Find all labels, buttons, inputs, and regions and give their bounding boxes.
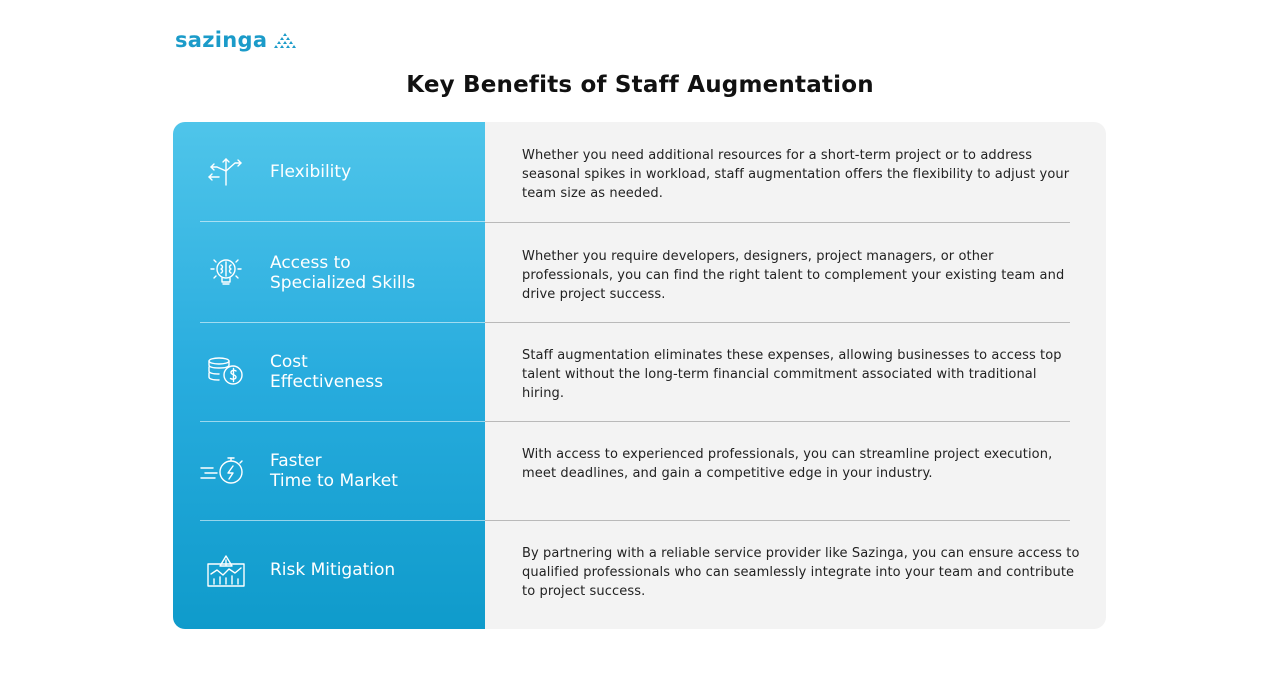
benefit-row-faster-time-to-market [173,421,1106,520]
risk-chart-icon [205,554,247,586]
benefit-title: Risk Mitigation [270,559,396,580]
coins-icon [205,355,247,387]
benefit-title: Flexibility [270,161,352,182]
benefit-row-specialized-skills [173,223,1106,322]
benefit-title: Faster Time to Market [270,450,398,491]
benefit-title: Access to Specialized Skills [270,252,416,293]
benefit-row-risk-mitigation [173,520,1106,629]
directions-icon [205,155,247,187]
benefit-title: Cost Effectiveness [270,351,384,392]
divider [200,221,485,222]
benefit-description: Whether you need additional resources for a short-term project or to address seasonal spikes in workload, staff augmentation offers the flexibility to adjust your team size as needed. [522,148,1070,201]
stopwatch-speed-icon [199,454,249,486]
benefit-description: Staff augmentation eliminates these expenses, allowing businesses to access top talent without the long-term financial commitment associated with traditional hiring. [522,348,1062,401]
benefit-description: Whether you require developers, designers, project managers, or other professionals, you can find the right talent to complement your existing team and drive project success. [522,249,1065,302]
benefits-card [173,122,1106,629]
page-title: Key Benefits of Staff Augmentation [406,72,874,98]
benefit-row-flexibility [173,122,1106,221]
brand-name: sazinga [175,28,268,52]
brain-bulb-icon [205,256,247,288]
benefit-description: By partnering with a reliable service provider like Sazinga, you can ensure access to qualified professionals who can seamlessly integrate into your team and contribute to project success. [522,546,1080,599]
brand-logo[interactable] [175,28,297,52]
brand-mark-icon [273,32,297,48]
benefit-description: With access to experienced professionals, you can streamline project execution, meet deadlines, and gain a competitive edge in your industry. [522,447,1053,481]
benefit-row-cost-effectiveness [173,322,1106,421]
